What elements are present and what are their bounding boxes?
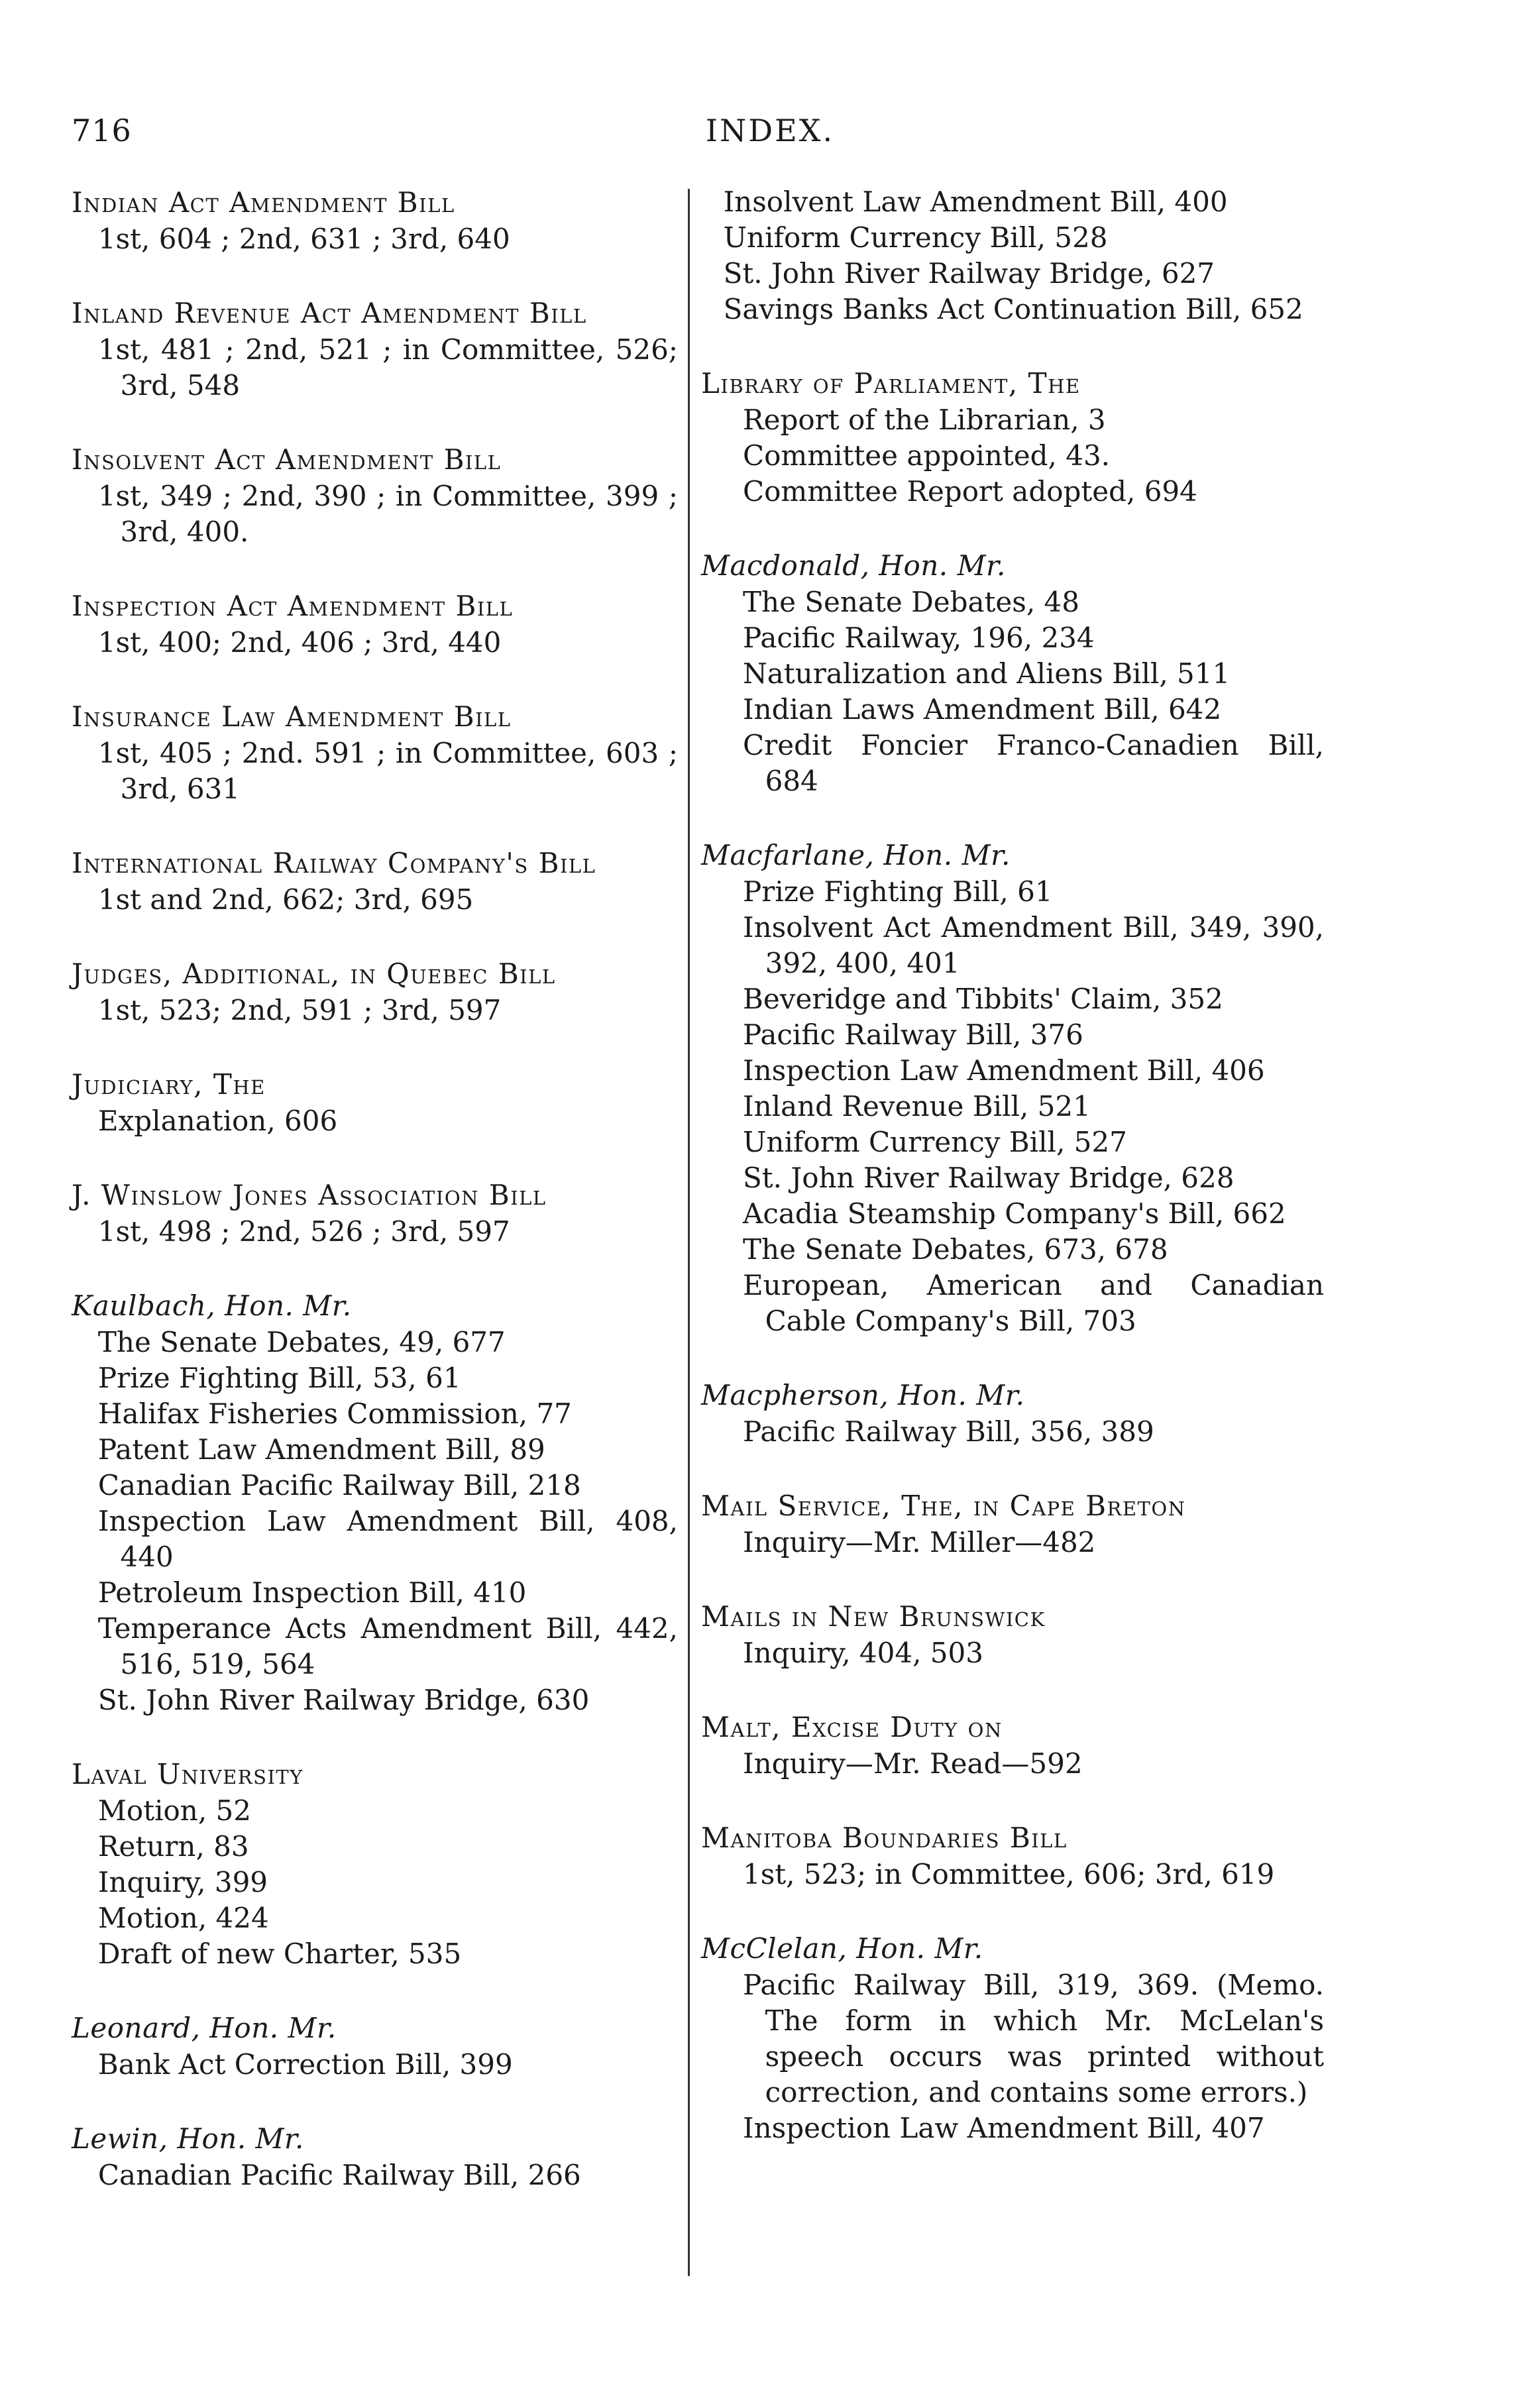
entry-item: Committee Report adopted, 694 (743, 475, 1197, 508)
entry-item: Motion, 52 (97, 1794, 251, 1827)
entry-item: Inspection Law Amendment Bill, 407 (743, 2112, 1265, 2144)
entry-name-heading: Macfarlane, Hon. Mr. (701, 839, 1011, 871)
entry-item: Canadian Pacific Railway Bill, 218 (97, 1469, 581, 1501)
column-divider (688, 189, 690, 2276)
entry-item: Inquiry—Mr. Miller—482 (743, 1526, 1096, 1558)
entry-item: Petroleum Inspection Bill, 410 (97, 1576, 527, 1609)
entry-name-heading: McClelan, Hon. Mr. (701, 1932, 983, 1965)
index-entry (72, 2120, 678, 2193)
entry-item: Pacific Railway Bill, 319, 369. (Memo. The form in which Mr. McLelan's speech occurs was printed without correction, and contains some errors.) (743, 1969, 1324, 2108)
index-entry (701, 1820, 1324, 1892)
right-column (701, 184, 1324, 2184)
entry-item: Draft of new Charter, 535 (97, 1937, 462, 1970)
entry-item: Bank Act Correction Bill, 399 (97, 2048, 513, 2081)
entry-item: St. John River Railway Bridge, 630 (97, 1684, 590, 1716)
entry-item: Pacific Railway, 196, 234 (743, 622, 1095, 654)
index-entry (701, 365, 1324, 510)
page-header (72, 113, 1468, 152)
index-entry (72, 1066, 678, 1139)
entry-item: 1st and 2nd, 662; 3rd, 695 (97, 883, 474, 916)
entry-item: Inland Revenue Bill, 521 (743, 1090, 1091, 1122)
entry-heading: Mail Service, The, in Cape Breton (701, 1490, 1186, 1522)
entry-heading: Judges, Additional, in Quebec Bill (72, 957, 556, 990)
index-entry (701, 1709, 1324, 1782)
entry-item: Committee appointed, 43. (743, 439, 1111, 472)
page-number: 716 (72, 113, 132, 148)
entry-item: Uniform Currency Bill, 527 (743, 1126, 1127, 1158)
entry-item: Canadian Pacific Railway Bill, 266 (97, 2159, 581, 2191)
entry-item: Indian Laws Amendment Bill, 642 (743, 693, 1222, 726)
entry-item: Inquiry—Mr. Read—592 (743, 1747, 1083, 1780)
entry-heading: Malt, Excise Duty on (701, 1711, 1003, 1743)
entry-heading: Manitoba Boundaries Bill (701, 1822, 1068, 1854)
index-entry (701, 1930, 1324, 2146)
entry-heading: Insurance Law Amendment Bill (72, 700, 512, 733)
entry-item: Naturalization and Aliens Bill, 511 (743, 657, 1231, 690)
index-entry (72, 2010, 678, 2083)
entry-heading: Indian Act Amendment Bill (72, 186, 455, 219)
entry-item: The Senate Debates, 49, 677 (97, 1326, 506, 1358)
entry-item: 1st, 400; 2nd, 406 ; 3rd, 440 (97, 626, 502, 659)
index-entry (701, 1488, 1324, 1560)
entry-name-heading: Macdonald, Hon. Mr. (701, 549, 1006, 582)
entry-item: Temperance Acts Amendment Bill, 442, 516, 519, 564 (97, 1612, 678, 1680)
index-entry (701, 1598, 1324, 1671)
entry-item: The Senate Debates, 673, 678 (743, 1233, 1168, 1266)
entry-name-heading: Macpherson, Hon. Mr. (701, 1379, 1025, 1411)
entry-heading: Inland Revenue Act Amendment Bill (72, 297, 587, 329)
entry-item: 1st, 523; in Committee, 606; 3rd, 619 (743, 1858, 1275, 1890)
entry-item: Motion, 424 (97, 1902, 269, 1934)
entry-item: Insolvent Act Amendment Bill, 349, 390, 392, 400, 401 (743, 911, 1324, 979)
entry-item: European, American and Canadian Cable Company's Bill, 703 (743, 1269, 1324, 1337)
entry-item: St. John River Railway Bridge, 627 (723, 257, 1215, 290)
entry-heading: J. Winslow Jones Association Bill (72, 1179, 547, 1211)
entry-item: Halifax Fisheries Commission, 77 (97, 1397, 572, 1430)
index-entry (72, 441, 678, 550)
entry-item: 1st, 405 ; 2nd. 591 ; in Committee, 603 ; 3rd, 631 (97, 737, 678, 805)
entry-item: Prize Fighting Bill, 53, 61 (97, 1362, 461, 1394)
index-entry (72, 588, 678, 661)
index-entry (72, 698, 678, 807)
index-entry (701, 184, 1324, 327)
index-entry (72, 845, 678, 918)
entry-heading: Judiciary, The (72, 1068, 266, 1101)
entry-item: Report of the Librarian, 3 (743, 404, 1106, 436)
entry-item: Beveridge and Tibbits' Claim, 352 (743, 983, 1223, 1015)
entry-item: Patent Law Amendment Bill, 89 (97, 1433, 545, 1466)
entry-item: Credit Foncier Franco-Canadien Bill, 684 (743, 729, 1324, 797)
entry-item: Acadia Steamship Company's Bill, 662 (743, 1197, 1286, 1230)
index-entry (72, 955, 678, 1028)
entry-heading: Insolvent Act Amendment Bill (72, 443, 502, 476)
entry-heading: Inspection Act Amendment Bill (72, 590, 514, 622)
entry-item: St. John River Railway Bridge, 628 (743, 1162, 1235, 1194)
entry-item: 1st, 349 ; 2nd, 390 ; in Committee, 399 ; 3rd, 400. (97, 480, 678, 548)
entry-name-heading: Kaulbach, Hon. Mr. (72, 1289, 352, 1322)
entry-item: Savings Banks Act Continuation Bill, 652 (723, 293, 1303, 325)
entry-item: Explanation, 606 (97, 1105, 338, 1137)
left-column (72, 184, 678, 2231)
index-entry (701, 547, 1324, 799)
index-entry (72, 295, 678, 404)
entry-item: Return, 83 (97, 1830, 249, 1863)
entry-item: Insolvent Law Amendment Bill, 400 (723, 186, 1228, 218)
index-entry (72, 1756, 678, 1972)
entry-item: 1st, 523; 2nd, 591 ; 3rd, 597 (97, 994, 502, 1026)
entry-item: 1st, 604 ; 2nd, 631 ; 3rd, 640 (97, 223, 510, 255)
entry-item: Inquiry, 404, 503 (743, 1637, 983, 1669)
entry-item: Pacific Railway Bill, 356, 389 (743, 1415, 1154, 1448)
entry-item: 1st, 481 ; 2nd, 521 ; in Committee, 526; 3rd, 548 (97, 333, 678, 402)
entry-heading: International Railway Company's Bill (72, 847, 596, 879)
entry-item: Inspection Law Amendment Bill, 406 (743, 1054, 1265, 1087)
entry-item: 1st, 498 ; 2nd, 526 ; 3rd, 597 (97, 1215, 510, 1248)
entry-item: Inspection Law Amendment Bill, 408, 440 (97, 1505, 678, 1573)
entry-item: Inquiry, 399 (97, 1866, 268, 1898)
index-entry (72, 1287, 678, 1718)
entry-heading: Laval University (72, 1758, 303, 1790)
page-title: INDEX. (705, 113, 835, 148)
index-entry (701, 837, 1324, 1339)
entry-heading: Mails in New Brunswick (701, 1600, 1046, 1633)
entry-name-heading: Lewin, Hon. Mr. (72, 2122, 304, 2155)
entry-item: Pacific Railway Bill, 376 (743, 1018, 1083, 1051)
entry-item: Prize Fighting Bill, 61 (743, 875, 1053, 908)
entry-item: Uniform Currency Bill, 528 (723, 221, 1108, 254)
entry-name-heading: Leonard, Hon. Mr. (72, 2012, 337, 2044)
index-entry (701, 1377, 1324, 1450)
entry-heading: Library of Parliament, The (701, 367, 1081, 400)
index-entry (72, 1177, 678, 1250)
entry-item: The Senate Debates, 48 (743, 586, 1079, 618)
index-entry (72, 184, 678, 257)
